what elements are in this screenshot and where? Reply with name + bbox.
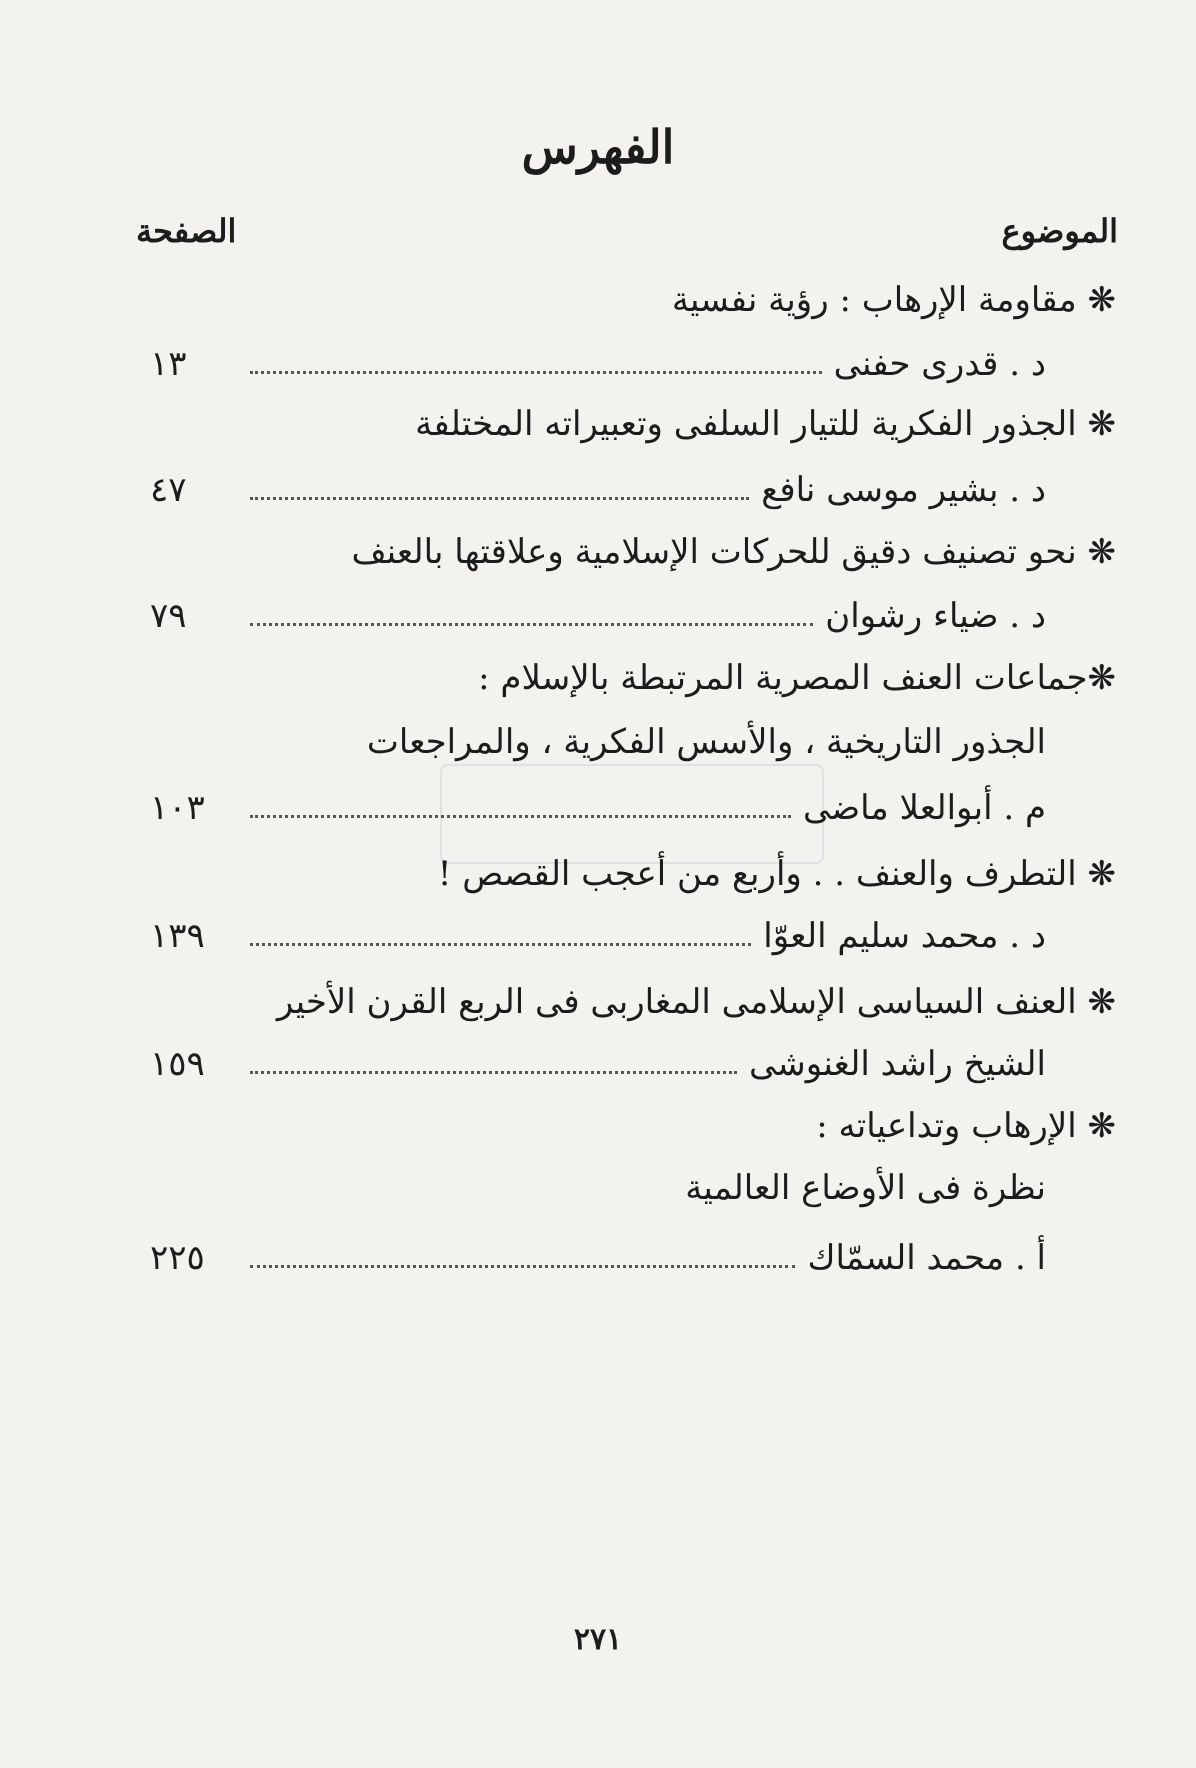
toc-page-number: ٤٧: [150, 470, 187, 510]
leader-dots: [250, 943, 751, 946]
column-header-topic: الموضوع: [1001, 212, 1118, 250]
leader-dots: [250, 815, 791, 818]
toc-author: د . محمد سليم العوّا: [763, 916, 1046, 956]
toc-topic: ❋ الجذور الفكرية للتيار السلفى وتعبيراته المختلفة: [415, 404, 1116, 444]
toc-page-number: ١٥٩: [150, 1044, 205, 1084]
toc-topic-continued: نظرة فى الأوضاع العالمية: [685, 1168, 1046, 1208]
toc-author-line: [150, 778, 1046, 838]
toc-topic: ❋ الإرهاب وتداعياته :: [816, 1106, 1116, 1146]
toc-page-number: ١٠٣: [150, 788, 205, 828]
toc-topic: ❋ مقاومة الإرهاب : رؤية نفسية: [671, 280, 1116, 320]
leader-dots: [250, 1265, 795, 1268]
toc-topic: ❋جماعات العنف المصرية المرتبطة بالإسلام :: [478, 658, 1116, 698]
toc-author-line: [150, 334, 1046, 394]
page-number: ٢٧١: [573, 1622, 623, 1657]
toc-author-line: [150, 1228, 1046, 1288]
toc-topic-continued: الجذور التاريخية ، والأسس الفكرية ، والمراجعات: [366, 722, 1046, 762]
toc-page-number: ٢٢٥: [150, 1238, 205, 1278]
toc-page-number: ١٣: [150, 344, 187, 384]
toc-author: د . قدرى حفنى: [833, 344, 1046, 384]
toc-author-line: [150, 586, 1046, 646]
toc-author-line: [150, 906, 1046, 966]
toc-topic: ❋ العنف السياسى الإسلامى المغاربى فى الربع القرن الأخير: [276, 982, 1116, 1022]
toc-page-number: ١٣٩: [150, 916, 205, 956]
toc-author: د . بشير موسى نافع: [761, 470, 1046, 510]
leader-dots: [250, 623, 813, 626]
leader-dots: [250, 371, 822, 374]
toc-author: الشيخ راشد الغنوشى: [748, 1044, 1046, 1084]
toc-page-number: ٧٩: [150, 596, 187, 636]
toc-author-line: [150, 1034, 1046, 1094]
leader-dots: [250, 497, 749, 500]
page-title: الفهرس: [521, 120, 675, 174]
leader-dots: [250, 1071, 737, 1074]
toc-topic: ❋ التطرف والعنف . . وأربع من أعجب القصص !: [437, 854, 1116, 894]
toc-author: د . ضياء رشوان: [825, 596, 1046, 636]
toc-topic: ❋ نحو تصنيف دقيق للحركات الإسلامية وعلاقتها بالعنف: [351, 532, 1116, 572]
toc-author: م . أبوالعلا ماضى: [802, 788, 1046, 828]
column-header-page: الصفحة: [136, 212, 237, 250]
toc-author-line: [150, 460, 1046, 520]
toc-author: أ . محمد السمّاك: [807, 1238, 1046, 1278]
